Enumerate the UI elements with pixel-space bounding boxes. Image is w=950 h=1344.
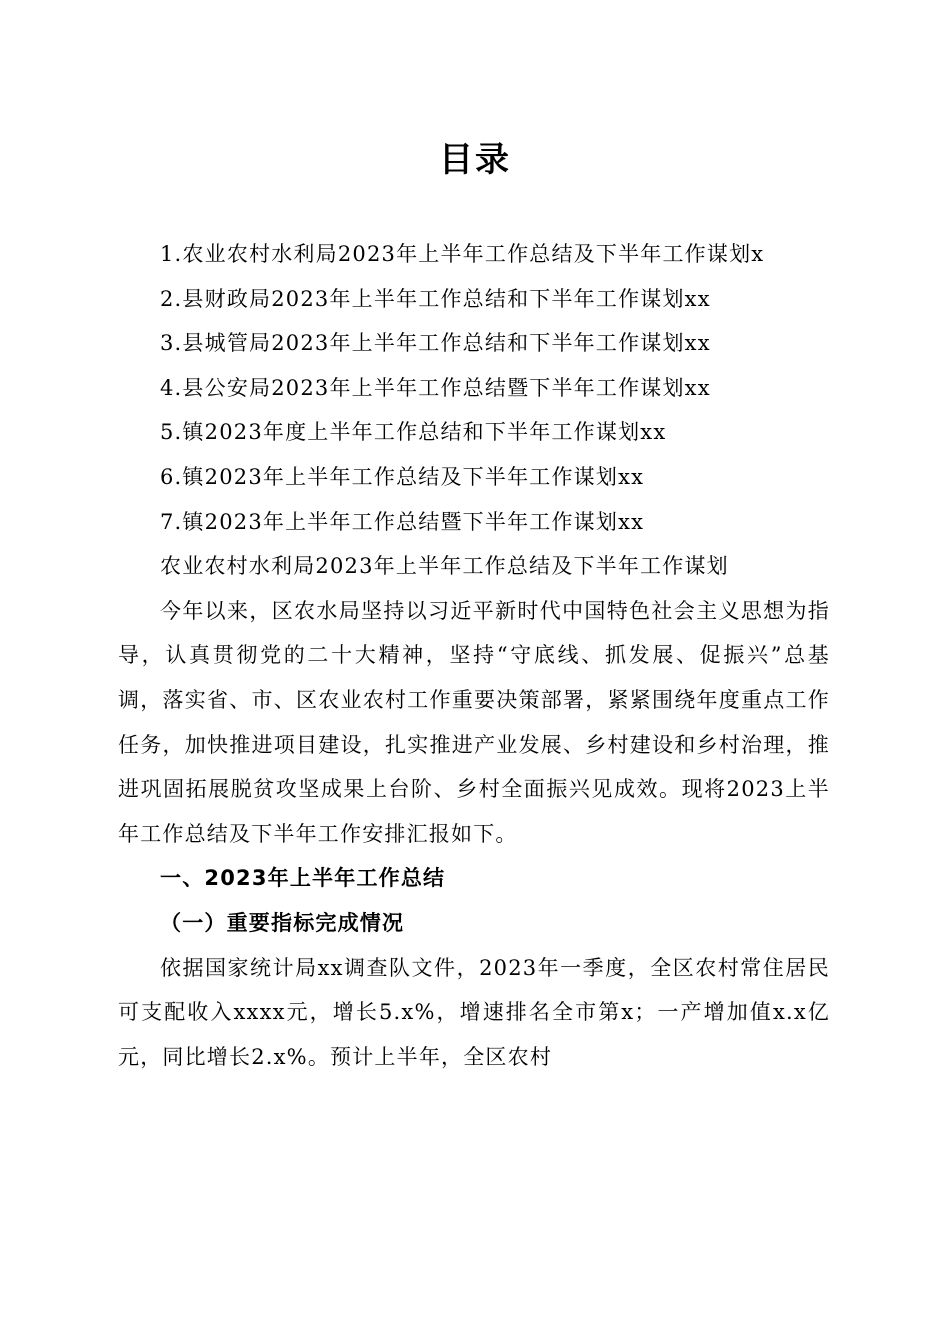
body-paragraph: 依据国家统计局xx调查队文件，2023年一季度，全区农村常住居民可支配收入xxxx元，增长5.x%，增速排名全市第x；一产增加值x.x亿元，同比增长2.x%。预计上半年，全区农村 [118, 955, 830, 1069]
toc-item: 3.县城管局2023年上半年工作总结和下半年工作谋划xx [160, 331, 711, 356]
article-title: 农业农村水利局2023年上半年工作总结及下半年工作谋划 [160, 554, 729, 579]
intro-paragraph: 今年以来，区农水局坚持以习近平新时代中国特色社会主义思想为指导，认真贯彻党的二十大精神，坚持“守底线、抓发展、促振兴”总基调，落实省、市、区农业农村工作重要决策部署，紧紧围绕年度重点工作任务，加快推进项目建设，扎实推进产业发展、乡村建设和乡村治理，推进巩固拓展脱贫攻坚成果上台阶、乡村全面振兴见成效。现将2023上半年工作总结及下半年工作安排汇报如下。 [118, 598, 830, 846]
toc-item: 6.镇2023年上半年工作总结及下半年工作谋划xx [160, 464, 645, 489]
section-heading: 一、2023年上半年工作总结 [160, 866, 446, 891]
toc-item: 1.农业农村水利局2023年上半年工作总结及下半年工作谋划x [160, 242, 765, 266]
document-body [118, 232, 830, 1079]
toc-item: 4.县公安局2023年上半年工作总结暨下半年工作谋划xx [160, 375, 711, 400]
subsection-heading: （一）重要指标完成情况 [160, 909, 405, 935]
toc-item: 2.县财政局2023年上半年工作总结和下半年工作谋划xx [160, 286, 711, 311]
page-title: 目录 [439, 140, 511, 180]
toc-item: 5.镇2023年度上半年工作总结和下半年工作谋划xx [160, 420, 667, 445]
toc-item: 7.镇2023年上半年工作总结暨下半年工作谋划xx [160, 509, 645, 534]
